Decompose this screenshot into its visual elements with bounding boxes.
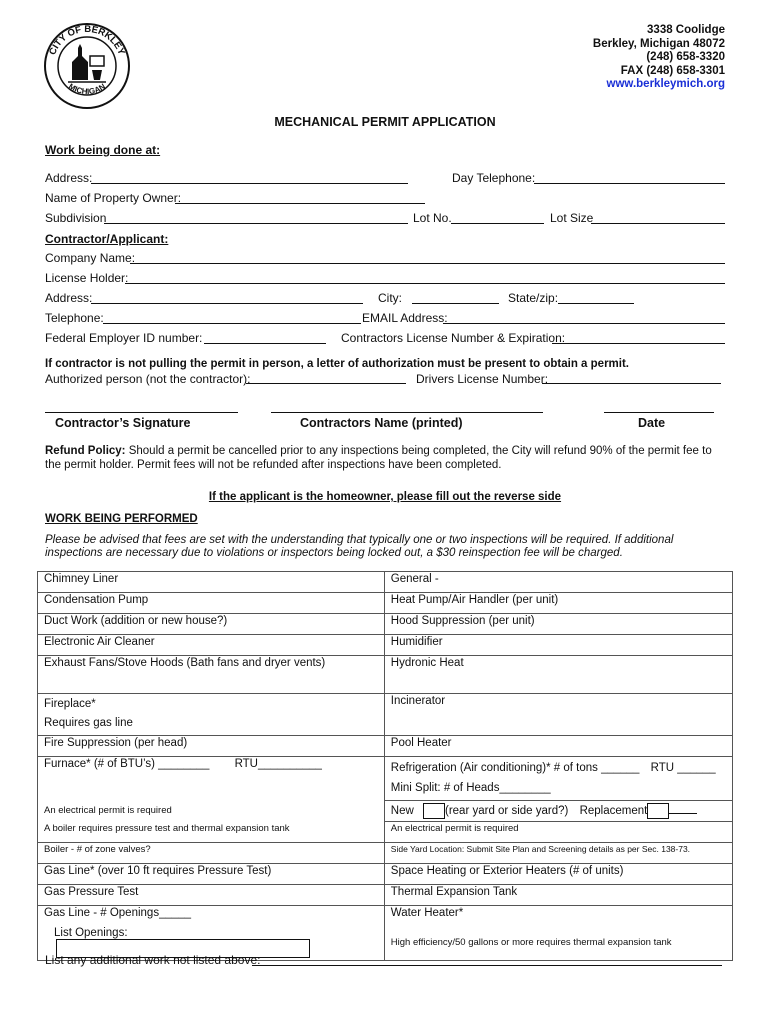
drivers-license-label: Drivers License Number:	[416, 372, 549, 386]
refund-policy-line2: the permit holder. Permit fees will not be refunded after inspections have been completed.	[45, 458, 502, 471]
name-printed-field[interactable]	[271, 412, 543, 413]
homeowner-note: If the applicant is the homeowner, please fill out the reverse side	[208, 491, 562, 503]
additional-work-field[interactable]	[252, 965, 722, 966]
table-row	[38, 593, 733, 614]
license-expiration-field[interactable]	[552, 343, 725, 344]
table-row	[38, 736, 733, 757]
fee-note-line2: inspections are necessary due to violations or inspectors being locked out, a $30 reinspection fee will be charged.	[45, 547, 623, 559]
license-expiration-label: Contractors License Number & Expiration:	[341, 331, 566, 345]
boiler-zones-cell[interactable]: Boiler - # of zone valves?	[38, 843, 385, 864]
license-holder-label: License Holder:	[45, 271, 129, 285]
authorization-notice: If contractor is not pulling the permit in person, a letter of authorization must be present to obtain a permit.	[45, 358, 629, 370]
fire-suppression-cell[interactable]: Fire Suppression (per head)	[38, 736, 385, 757]
gas-line-cell[interactable]: Gas Line* (over 10 ft requires Pressure Test)	[38, 864, 385, 885]
duct-work-cell[interactable]: Duct Work (addition or new house?)	[38, 614, 385, 635]
hood-suppression-cell[interactable]: Hood Suppression (per unit)	[384, 614, 732, 635]
fireplace-label: Fireplace*	[44, 698, 96, 710]
state-zip-label: State/zip:	[508, 291, 559, 305]
new-label: New	[390, 804, 414, 817]
chimney-liner-cell[interactable]: Chimney Liner	[38, 572, 385, 593]
table-row	[38, 843, 733, 864]
contractor-address-label: Address:	[45, 291, 93, 305]
thermal-tank-cell[interactable]: Thermal Expansion Tank	[384, 885, 732, 906]
table-row	[38, 614, 733, 635]
refrigeration-label: Refrigeration (Air conditioning)* # of tons ______	[390, 762, 640, 774]
fee-note-line1: Please be advised that fees are set with the understanding that typically one or two inspections will be required. If additional	[45, 534, 674, 546]
lot-size-label: Lot Size	[550, 211, 594, 225]
replacement-checkbox[interactable]	[647, 803, 669, 819]
company-name-field[interactable]	[130, 263, 725, 264]
lot-number-field[interactable]	[451, 223, 544, 224]
svg-text:CITY OF BERKLEY: CITY OF BERKLEY	[47, 23, 127, 57]
heat-pump-cell[interactable]: Heat Pump/Air Handler (per unit)	[384, 593, 732, 614]
city-seal	[42, 22, 132, 110]
air-cleaner-cell[interactable]: Electronic Air Cleaner	[38, 635, 385, 656]
table-row	[38, 864, 733, 885]
additional-work-label: List any additional work not listed above:	[45, 953, 261, 967]
furnace-label: Furnace* (# of BTU’s) ________	[44, 758, 210, 770]
high-efficiency-note: High efficiency/50 gallons or more requires thermal expansion tank	[384, 926, 732, 961]
exhaust-fans-cell[interactable]: Exhaust Fans/Stove Hoods (Bath fans and dryer vents)	[38, 656, 385, 694]
new-checkbox[interactable]	[423, 803, 445, 819]
day-telephone-label: Day Telephone:	[452, 171, 536, 185]
name-printed-label: Contractors Name (printed)	[300, 416, 463, 430]
day-telephone-field[interactable]	[534, 183, 725, 184]
telephone-label: Telephone:	[45, 311, 104, 325]
page-title: MECHANICAL PERMIT APPLICATION	[274, 115, 496, 129]
city-field[interactable]	[412, 303, 499, 304]
hydronic-heat-cell[interactable]: Hydronic Heat	[384, 656, 732, 694]
refund-policy-label: Refund Policy:	[45, 445, 126, 457]
street-address: 3338 Coolidge	[647, 24, 725, 36]
lot-number-label: Lot No.	[413, 211, 452, 225]
city-state-zip: Berkley, Michigan 48072	[592, 37, 725, 50]
refund-policy	[45, 445, 712, 472]
water-heater-cell[interactable]: Water Heater*	[384, 906, 732, 927]
refund-policy-line1: Should a permit be cancelled prior to any inspections being completed, the City will refund 90% of the permit fee to	[128, 445, 712, 457]
furnace-rtu-label: RTU__________	[234, 758, 322, 770]
city-label: City:	[378, 291, 402, 305]
telephone-field[interactable]	[103, 323, 361, 324]
city-address	[593, 24, 725, 92]
date-label: Date	[638, 416, 666, 430]
space-heating-cell[interactable]: Space Heating or Exterior Heaters (# of units)	[384, 864, 732, 885]
work-address-label: Address:	[45, 171, 93, 185]
gas-pressure-cell[interactable]: Gas Pressure Test	[38, 885, 385, 906]
requires-gas-label: Requires gas line	[44, 717, 133, 729]
table-row	[38, 757, 733, 801]
electrical-permit-note-2: An electrical permit is required	[384, 822, 732, 843]
table-row	[38, 635, 733, 656]
work-performed-heading: WORK BEING PERFORMED	[45, 513, 198, 525]
electrical-permit-note: An electrical permit is required	[38, 801, 385, 822]
fireplace-cell[interactable]	[38, 694, 385, 736]
table-row	[38, 822, 733, 843]
table-row	[38, 694, 733, 736]
side-yard-note: Side Yard Location: Submit Site Plan and Screening details as per Sec. 138-73.	[384, 843, 732, 864]
table-row	[38, 906, 733, 927]
table-row	[38, 885, 733, 906]
state-zip-field[interactable]	[558, 303, 634, 304]
work-location-heading: Work being done at:	[45, 143, 161, 157]
list-openings-label: List Openings:	[54, 927, 128, 939]
drivers-license-field[interactable]	[542, 383, 721, 384]
new-replacement-cell[interactable]	[384, 801, 732, 822]
phone-number: (248) 658-3320	[646, 51, 725, 63]
pool-heater-cell[interactable]: Pool Heater	[384, 736, 732, 757]
table-row	[38, 572, 733, 593]
fein-label: Federal Employer ID number:	[45, 331, 203, 345]
work-address-field[interactable]	[91, 183, 408, 184]
contractor-address-field[interactable]	[91, 303, 363, 304]
fax-number: FAX (248) 658-3301	[620, 64, 725, 77]
authorized-person-label: Authorized person (not the contractor):	[45, 372, 251, 386]
mini-split-label: Mini Split: # of Heads________	[390, 782, 551, 794]
property-owner-field[interactable]	[175, 203, 425, 204]
general-cell[interactable]: General -	[384, 572, 732, 593]
incinerator-cell[interactable]: Incinerator	[384, 694, 732, 736]
refrigeration-rtu-label: RTU ______	[650, 762, 716, 774]
subdivision-field[interactable]	[104, 223, 408, 224]
svg-text:MICHIGAN: MICHIGAN	[66, 81, 108, 97]
furnace-cell[interactable]	[38, 757, 385, 801]
email-label: EMAIL Address:	[362, 311, 448, 325]
replacement-label: Replacement	[579, 804, 648, 817]
license-holder-field[interactable]	[125, 283, 725, 284]
condensation-pump-cell[interactable]: Condensation Pump	[38, 593, 385, 614]
table-row	[38, 801, 733, 822]
humidifier-cell[interactable]: Humidifier	[384, 635, 732, 656]
rear-side-label: (rear yard or side yard?)	[445, 804, 569, 817]
contractor-heading: Contractor/Applicant:	[45, 232, 169, 246]
signature-label: Contractor’s Signature	[55, 416, 191, 430]
signature-field[interactable]	[45, 412, 238, 413]
lot-size-field[interactable]	[591, 223, 725, 224]
boiler-note: A boiler requires pressure test and thermal expansion tank	[38, 822, 385, 843]
table-row	[38, 656, 733, 694]
authorized-person-field[interactable]	[246, 383, 406, 384]
work-table	[37, 571, 733, 961]
company-name-label: Company Name:	[45, 251, 136, 265]
gas-openings-cell[interactable]: Gas Line - # Openings_____	[38, 906, 385, 927]
subdivision-label: Subdivision	[45, 211, 107, 225]
refrigeration-cell[interactable]	[384, 757, 732, 801]
fein-field[interactable]	[204, 343, 326, 344]
email-field[interactable]	[443, 323, 725, 324]
date-field[interactable]	[604, 412, 714, 413]
property-owner-label: Name of Property Owner:	[45, 191, 182, 205]
fee-note	[45, 534, 673, 560]
website-link[interactable]: www.berkleymich.org	[606, 78, 725, 90]
